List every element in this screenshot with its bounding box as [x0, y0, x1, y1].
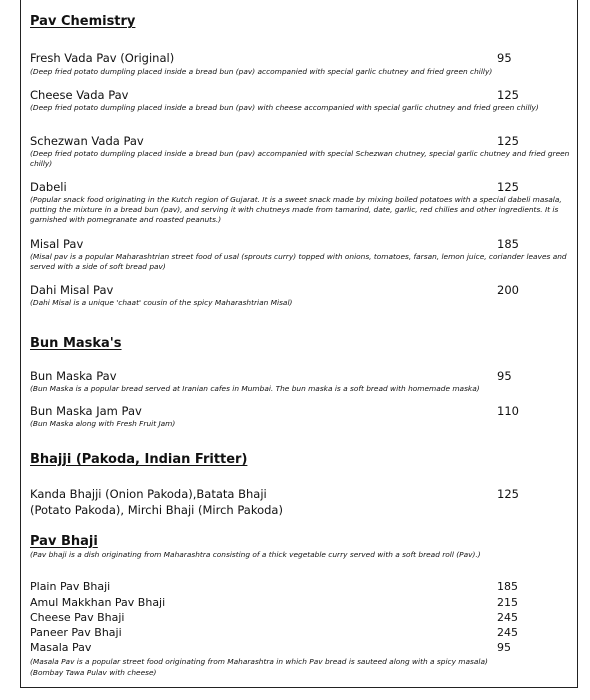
menu-item-name: Amul Makkhan Pav Bhaji [30, 596, 166, 609]
menu-item-name: Paneer Pav Bhaji [30, 626, 122, 639]
menu-item-name: Misal Pav [30, 237, 84, 251]
menu-item-name: Plain Pav Bhaji [30, 580, 111, 593]
menu-item-price: 95 [497, 641, 511, 654]
menu-item-name: Bun Maska Pav [30, 369, 117, 383]
section-title-bun-maska: Bun Maska's [30, 336, 122, 351]
menu-item-name-continued: (Potato Pakoda), Mirchi Bhaji (Mirch Pakoda) [30, 503, 283, 517]
menu-item-note: (Bombay Tawa Pulav with cheese) [30, 668, 157, 677]
menu-item-description: (Deep fried potato dumpling placed inside a bread bun (pav) with cheese accompanied with special garlic chutney and fried green chilly) [30, 103, 539, 112]
menu-item-description: (Bun Maska along with Fresh Fruit Jam) [30, 419, 176, 428]
menu-item-price: 95 [497, 369, 512, 383]
menu-item-price: 245 [497, 611, 518, 624]
menu-item-price: 125 [497, 180, 519, 194]
menu-item-name: Cheese Pav Bhaji [30, 611, 125, 624]
menu-item-price: 110 [497, 404, 519, 418]
menu-item-description: (Bun Maska is a popular bread served at Iranian cafes in Mumbai. The bun maska is a soft bread with homemade maska) [30, 384, 480, 393]
menu-item-description: (Popular snack food originating in the Kutch region of Gujarat. It is a sweet snack made by mixing boiled potatoes with a special dabeli masala, putting the mixture in a bread bun (pav), and serving it with chutneys made from tamarind, date, garlic, red chilies and other ingredients. It is garnished with pomegranate and roasted peanuts.) [30, 195, 562, 224]
menu-item-name: Dabeli [30, 180, 67, 194]
menu-item-name: Cheese Vada Pav [30, 88, 129, 102]
section-description: (Pav bhaji is a dish originating from Maharashtra consisting of a thick vegetable curry served with a soft bread roll (Pav).) [30, 550, 481, 559]
menu-item-price: 185 [497, 580, 518, 593]
section-title-pav-bhaji: Pav Bhaji [30, 534, 98, 549]
menu-item-price: 125 [497, 88, 519, 102]
menu-item-description: (Dahi Misal is a unique 'chaat' cousin of the spicy Maharashtrian Misal) [30, 298, 293, 307]
menu-item-price: 185 [497, 237, 519, 251]
menu-item-name: Bun Maska Jam Pav [30, 404, 142, 418]
menu-item-price: 215 [497, 596, 518, 609]
menu-item-description: (Masala Pav is a popular street food originating from Maharashtra in which Pav bread is sauteed along with a spicy masala) [30, 657, 488, 666]
menu-item-name: Fresh Vada Pav (Original) [30, 51, 175, 65]
menu-item-description: (Misal pav is a popular Maharashtrian street food of usal (sprouts curry) topped with onions, tomatoes, farsan, lemon juice, coriander leaves and served with a side of soft bread pav) [30, 252, 567, 271]
menu-item-name: Kanda Bhajji (Onion Pakoda),Batata Bhaji [30, 487, 267, 501]
menu-item-price: 125 [497, 487, 519, 501]
section-title-bhajji: Bhajji (Pakoda, Indian Fritter) [30, 452, 248, 467]
menu-item-price: 95 [497, 51, 512, 65]
menu-item-price: 200 [497, 283, 519, 297]
menu-item-description: (Deep fried potato dumpling placed inside a bread bun (pav) accompanied with special Schezwan chutney, special garlic chutney and fried green chilly) [30, 149, 570, 168]
menu-item-name: Masala Pav [30, 641, 92, 654]
menu-item-name: Dahi Misal Pav [30, 283, 114, 297]
menu-item-price: 245 [497, 626, 518, 639]
menu-item-price: 125 [497, 134, 519, 148]
menu-item-description: (Deep fried potato dumpling placed inside a bread bun (pav) accompanied with special garlic chutney and fried green chilly) [30, 67, 493, 76]
menu-item-name: Schezwan Vada Pav [30, 134, 144, 148]
section-title-pav-chemistry: Pav Chemistry [30, 14, 136, 29]
